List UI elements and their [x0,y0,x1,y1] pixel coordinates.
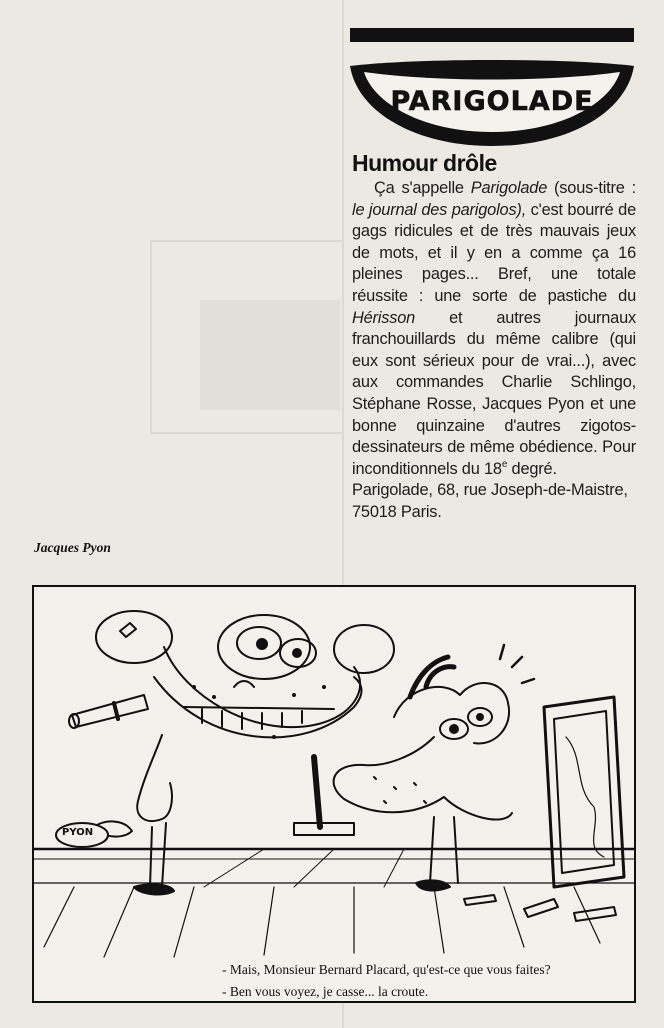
cartoon-panel [32,585,636,1003]
publication-name: Parigolade [470,179,548,197]
text-run: Ça s'appelle [374,179,471,197]
text-run: degré. [507,459,557,478]
parigolade-logo [346,52,638,148]
superscript: e [501,458,508,470]
article-paragraph [352,178,636,480]
svg-text:PARIGOLADE: PARIGOLADE [390,86,594,117]
text-run: et autres journaux franchouillards du même calibre (qui eux sont sérieux pour de vrai...), avec aux commandes Charlie Schlingo, Stéphane Rosse, Jacques Pyon et une bonne quinzaine d'autres zigotos-dessinateurs de même obédience. Pour inconditionnels du 18 [352,308,636,478]
article-address: Parigolade, 68, rue Joseph-de-Maistre, 75018 Paris. [352,481,628,521]
masthead-bar [350,28,634,42]
illustration-credit: Jacques Pyon [34,540,111,555]
cartoon-caption [222,959,551,1003]
text-run: c'est bourré de gags ridicules et de très mauvais jeux de mots, et il y en a comme ça 16 pleines pages... Bref, une totale réussite : une sorte de pastiche du [352,200,636,305]
publication-subtitle: le journal des parigolos), [352,200,527,219]
publication-reference: Hérisson [352,308,416,327]
bleed-through-image [200,300,340,410]
article-body [352,178,636,524]
cartoon-drawing [34,587,634,1001]
caption-line: - Ben vous voyez, je casse... la croute. [222,984,429,999]
text-run: (sous-titre : [547,179,636,197]
article-title: Humour drôle [352,150,497,176]
signature-text: PYON [62,827,94,838]
caption-line: - Mais, Monsieur Bernard Placard, qu'est-ce que vous faites? [222,962,551,977]
